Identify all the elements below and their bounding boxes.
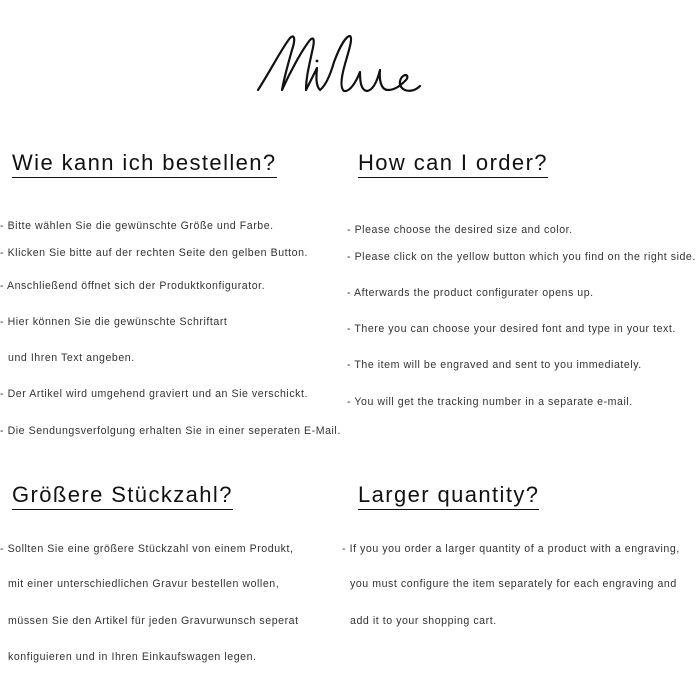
order-line-de: - Hier können Sie die gewünschte Schriftart — [0, 316, 228, 328]
order-line-en: - There you can choose your desired font and type in your text. — [347, 323, 676, 335]
order-line-de: - Klicken Sie bitte auf der rechten Seite den gelben Button. — [0, 247, 309, 259]
order-line-de: - Bitte wählen Sie die gewünschte Größe und Farbe. — [0, 220, 274, 232]
quantity-line-de: konfiguieren und in Ihren Einkaufswagen legen. — [8, 651, 257, 663]
order-line-de: - Der Artikel wird umgehend graviert und an Sie verschickt. — [0, 388, 309, 400]
order-line-en: - Afterwards the product configurater opens up. — [347, 287, 594, 299]
brand-logo — [250, 28, 425, 108]
order-heading-en: How can I order? — [358, 150, 548, 178]
order-line-en: - Please choose the desired size and color. — [347, 224, 573, 236]
quantity-line-en: - If you you order a larger quantity of a product with a engraving, — [342, 543, 680, 555]
order-line-de: und Ihren Text angeben. — [8, 352, 135, 364]
order-line-en: - The item will be engraved and sent to you immediately. — [347, 359, 642, 371]
quantity-heading-de: Größere Stückzahl? — [12, 482, 233, 510]
quantity-line-en: add it to your shopping cart. — [350, 615, 497, 627]
quantity-line-en: you must configure the item separately for each engraving and — [350, 578, 677, 590]
milu-script-logo — [250, 28, 425, 108]
order-heading-de: Wie kann ich bestellen? — [12, 150, 277, 178]
order-line-de: - Anschließend öffnet sich der Produktkonfigurator. — [0, 280, 266, 292]
quantity-line-de: mit einer unterschiedlichen Gravur bestellen wollen, — [8, 578, 280, 590]
order-line-en: - You will get the tracking number in a separate e-mail. — [347, 396, 633, 408]
order-line-en: - Please click on the yellow button which you find on the right side. — [347, 251, 696, 263]
quantity-line-de: müssen Sie den Artikel für jeden Gravurwunsch seperat — [8, 615, 299, 627]
quantity-line-de: - Sollten Sie eine größere Stückzahl von einem Produkt, — [0, 543, 294, 555]
order-line-de: - Die Sendungsverfolgung erhalten Sie in einer seperaten E-Mail. — [0, 425, 341, 437]
quantity-heading-en: Larger quantity? — [358, 482, 539, 510]
